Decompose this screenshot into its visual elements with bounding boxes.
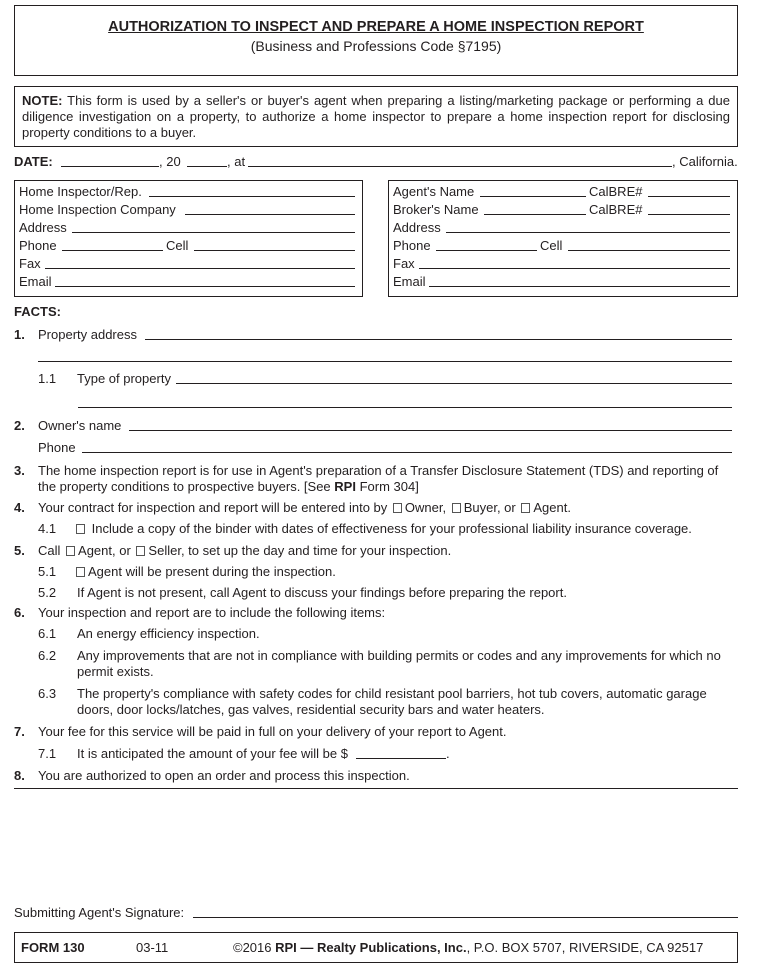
item-8-number: 8.	[14, 768, 25, 783]
section-divider	[14, 788, 738, 789]
year-field[interactable]	[187, 166, 227, 167]
item-7-number: 7.	[14, 724, 25, 739]
item-4-text: Your contract for inspection and report will be entered into by	[38, 500, 388, 515]
item-5-1-line	[74, 564, 336, 580]
city-field[interactable]	[248, 166, 672, 167]
call-seller-checkbox[interactable]	[136, 546, 145, 556]
inspector-cell-label: Cell	[166, 238, 189, 253]
item-3-text-a: The home inspection report is for use in Agent's preparation of a Transfer Disclosure Statement (TDS) and reporting of	[38, 463, 719, 478]
item-5-2-text: If Agent is not present, call Agent to discuss your findings before preparing the report.	[77, 585, 567, 600]
inspector-email-field[interactable]	[55, 286, 355, 287]
inspector-email-label: Email	[19, 274, 52, 289]
item-3-rpi: RPI	[334, 479, 356, 494]
item-6-1-number: 6.1	[38, 626, 57, 641]
agent-address-field[interactable]	[446, 232, 730, 233]
item-6-2-number: 6.2	[38, 648, 57, 663]
item-5-2-number: 5.2	[38, 585, 57, 600]
agent-email-field[interactable]	[429, 286, 730, 287]
item-3-text-b	[38, 479, 419, 495]
call-seller-option: Seller, to set up the day and time for your inspection.	[148, 543, 452, 558]
item-6-text: Your inspection and report are to include the following items:	[38, 605, 386, 620]
call-agent-option: Agent, or	[78, 543, 131, 558]
note-body: This form is used by a seller's or buyer's agent when preparing a listing/marketing package or performing a due diligence investigation on a property, to authorize a home inspector to prepare a home inspection report for disclosing property conditions to a buyer.	[22, 93, 730, 140]
item-4-1-line	[74, 521, 692, 537]
item-6-3-number: 6.3	[38, 686, 57, 701]
item-3-text-b-main: the property conditions to prospective buyers. [See	[38, 479, 331, 494]
broker-calbre-label: CalBRE#	[589, 202, 643, 217]
item-1-1-number: 1.1	[38, 371, 57, 386]
date-field[interactable]	[61, 166, 159, 167]
inspector-company-field[interactable]	[185, 214, 355, 215]
agent-calbre-label: CalBRE#	[589, 184, 643, 199]
footer-copyright	[233, 940, 703, 956]
owner-phone-label: Phone	[38, 440, 76, 455]
call-agent-checkbox[interactable]	[66, 546, 75, 556]
item-7-text: Your fee for this service will be paid in full on your delivery of your report to Agent.	[38, 724, 507, 739]
form-title: AUTHORIZATION TO INSPECT AND PREPARE A HOME INSPECTION REPORT	[108, 19, 644, 35]
agent-address-label: Address	[393, 220, 441, 235]
agent-present-checkbox[interactable]	[76, 567, 85, 577]
agent-fax-label: Fax	[393, 256, 415, 271]
signature-label: Submitting Agent's Signature:	[14, 905, 185, 920]
form-number: FORM 130	[21, 940, 85, 955]
item-6-1-text: An energy efficiency inspection.	[77, 626, 260, 641]
agent-cell-field[interactable]	[568, 250, 730, 251]
item-4-line	[38, 500, 571, 516]
item-4-1-number: 4.1	[38, 521, 57, 536]
agent-phone-field[interactable]	[436, 250, 537, 251]
inspector-phone-label: Phone	[19, 238, 57, 253]
agent-name-label: Agent's Name	[393, 184, 475, 199]
inspector-rep-label: Home Inspector/Rep.	[19, 184, 142, 199]
property-type-field[interactable]	[176, 383, 732, 384]
year-prefix: , 20	[159, 154, 181, 169]
item-6-2-text-a: Any improvements that are not in compliance with building permits or codes and any improvements for which no	[77, 648, 721, 663]
item-5-1-number: 5.1	[38, 564, 57, 579]
buyer-checkbox[interactable]	[452, 503, 461, 513]
signature-field[interactable]	[193, 917, 738, 918]
property-type-field-2[interactable]	[78, 407, 732, 408]
item-4-1-text: Include a copy of the binder with dates of effectiveness for your professional liability insurance coverage.	[91, 521, 692, 536]
item-7-1-number: 7.1	[38, 746, 57, 761]
item-4-number: 4.	[14, 500, 25, 515]
date-label: DATE:	[14, 154, 53, 169]
agent-cell-label: Cell	[540, 238, 563, 253]
form-date: 03-11	[136, 940, 169, 955]
note-text	[22, 93, 730, 141]
property-address-label: Property address	[38, 327, 137, 342]
publisher-address: , P.O. BOX 5707, RIVERSIDE, CA 92517	[466, 940, 704, 955]
property-address-field-2[interactable]	[38, 361, 732, 362]
property-address-field[interactable]	[145, 339, 732, 340]
broker-name-field[interactable]	[484, 214, 586, 215]
agent-checkbox[interactable]	[521, 503, 530, 513]
item-7-1-text: It is anticipated the amount of your fee will be $	[77, 746, 348, 761]
publisher-name: RPI — Realty Publications, Inc.	[275, 940, 467, 955]
item-3-form-ref: Form 304]	[359, 479, 419, 494]
buyer-option: Buyer, or	[463, 500, 516, 515]
owner-name-label: Owner's name	[38, 418, 122, 433]
inspector-company-label: Home Inspection Company	[19, 202, 176, 217]
item-6-number: 6.	[14, 605, 25, 620]
item-7-1-suffix: .	[446, 746, 450, 761]
item-5-1-text: Agent will be present during the inspection.	[88, 564, 336, 579]
facts-heading: FACTS:	[14, 304, 61, 319]
item-8-text: You are authorized to open an order and process this inspection.	[38, 768, 410, 783]
item-5-call: Call	[38, 543, 61, 558]
agent-fax-field[interactable]	[419, 268, 730, 269]
agent-email-label: Email	[393, 274, 426, 289]
agent-option: Agent.	[533, 500, 571, 515]
inspector-address-field[interactable]	[72, 232, 355, 233]
property-type-label: Type of property	[77, 371, 171, 386]
inspector-rep-field[interactable]	[149, 196, 355, 197]
fee-amount-field[interactable]	[356, 758, 446, 759]
agent-phone-label: Phone	[393, 238, 431, 253]
item-6-3-text-a: The property's compliance with safety codes for child resistant pool barriers, hot tub covers, automatic garage	[77, 686, 707, 701]
item-6-3-text-b: doors, door locks/latches, gas valves, residential security bars and water heaters.	[77, 702, 545, 717]
at-label: , at	[227, 154, 246, 169]
owner-option: Owner,	[404, 500, 447, 515]
inspector-address-label: Address	[19, 220, 67, 235]
broker-name-label: Broker's Name	[393, 202, 479, 217]
note-label: NOTE:	[22, 93, 63, 108]
agent-calbre-field[interactable]	[648, 196, 730, 197]
inspector-fax-field[interactable]	[45, 268, 355, 269]
copyright-year: ©2016	[233, 940, 272, 955]
item-2-number: 2.	[14, 418, 25, 433]
inspector-phone-field[interactable]	[62, 250, 163, 251]
owner-name-field[interactable]	[129, 430, 732, 431]
form-subtitle: (Business and Professions Code §7195)	[250, 38, 502, 54]
broker-calbre-field[interactable]	[648, 214, 730, 215]
agent-name-field[interactable]	[480, 196, 586, 197]
item-3-number: 3.	[14, 463, 25, 478]
state-label: , California.	[672, 154, 738, 169]
item-5-line	[38, 543, 451, 559]
item-6-2-text-b: permit exists.	[77, 664, 154, 679]
inspector-cell-field[interactable]	[194, 250, 355, 251]
item-1-number: 1.	[14, 327, 25, 342]
item-5-number: 5.	[14, 543, 25, 558]
inspector-fax-label: Fax	[19, 256, 41, 271]
owner-checkbox[interactable]	[393, 503, 402, 513]
owner-phone-field[interactable]	[82, 452, 732, 453]
binder-checkbox[interactable]	[76, 524, 85, 534]
